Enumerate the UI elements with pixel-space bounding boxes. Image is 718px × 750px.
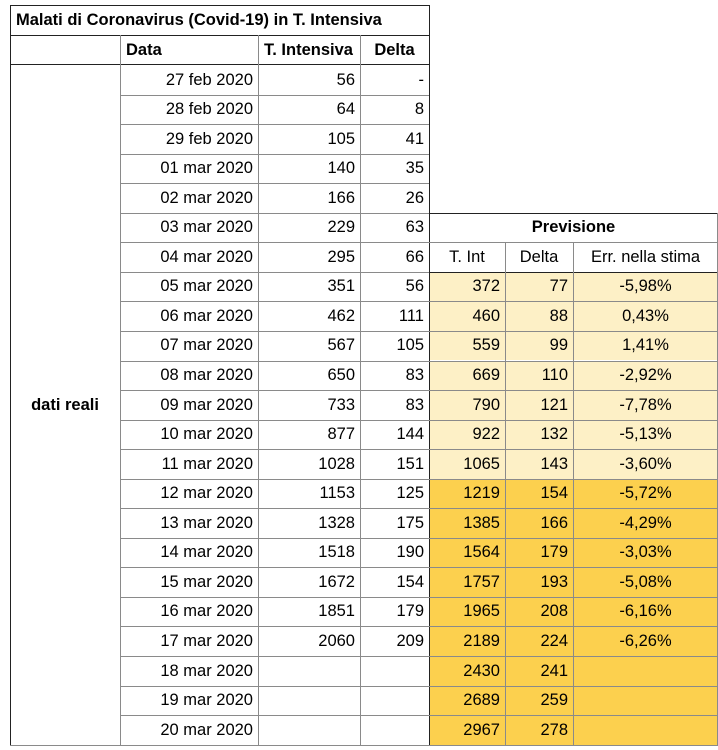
grid-line (573, 242, 574, 744)
delta-cell[interactable]: 154 (396, 572, 424, 591)
forecast-delta-cell[interactable]: 132 (540, 425, 568, 444)
grid-line (120, 35, 121, 745)
delta-cell[interactable]: 175 (396, 513, 424, 532)
date-cell[interactable]: 06 mar 2020 (160, 306, 253, 325)
t-intensiva-cell[interactable]: 295 (327, 247, 355, 266)
grid-line (120, 272, 429, 273)
date-cell[interactable]: 20 mar 2020 (160, 720, 253, 739)
t-intensiva-cell[interactable]: 567 (327, 336, 355, 355)
t-intensiva-cell[interactable]: 1328 (318, 513, 355, 532)
forecast-delta-cell[interactable]: 224 (540, 631, 568, 650)
forecast-t-int-cell[interactable]: 669 (472, 366, 500, 385)
forecast-delta-cell[interactable]: 166 (540, 513, 568, 532)
forecast-t-int-cell[interactable]: 1219 (463, 484, 500, 503)
date-cell[interactable]: 12 mar 2020 (160, 484, 253, 503)
forecast-err-cell[interactable]: -5,13% (619, 425, 672, 444)
date-cell[interactable]: 19 mar 2020 (160, 691, 253, 710)
forecast-err-cell[interactable] (573, 656, 718, 686)
forecast-delta-cell[interactable]: 99 (549, 336, 568, 355)
date-cell[interactable]: 03 mar 2020 (160, 218, 253, 237)
forecast-err-cell[interactable]: -3,03% (619, 543, 672, 562)
forecast-delta-cell[interactable]: 77 (549, 277, 568, 296)
forecast-err-cell[interactable]: -5,72% (619, 484, 672, 503)
date-cell[interactable]: 14 mar 2020 (160, 543, 253, 562)
forecast-delta-cell[interactable]: 259 (540, 691, 568, 710)
t-intensiva-cell[interactable]: 1672 (318, 572, 355, 591)
forecast-t-int-cell[interactable]: 1385 (463, 513, 500, 532)
grid-line (10, 5, 429, 6)
t-intensiva-cell[interactable]: 733 (327, 395, 355, 414)
delta-cell[interactable]: 66 (405, 247, 424, 266)
grid-line (10, 5, 11, 745)
date-cell[interactable]: 10 mar 2020 (160, 425, 253, 444)
date-cell[interactable]: 16 mar 2020 (160, 602, 253, 621)
delta-cell[interactable]: 56 (405, 277, 424, 296)
header-t-intensiva: T. Intensiva (264, 40, 353, 59)
grid-line (429, 213, 718, 214)
grid-line (120, 656, 429, 657)
date-cell[interactable]: 29 feb 2020 (165, 129, 253, 148)
t-intensiva-cell[interactable]: 1153 (319, 484, 355, 503)
forecast-err-cell[interactable]: -4,29% (619, 513, 672, 532)
t-intensiva-cell[interactable]: 351 (327, 277, 355, 296)
grid-line (120, 686, 429, 687)
t-intensiva-cell[interactable]: 1518 (318, 543, 355, 562)
grid-line (120, 124, 429, 125)
delta-cell[interactable]: 63 (405, 218, 424, 237)
t-intensiva-cell[interactable] (258, 715, 360, 745)
group-label-dati-reali: dati reali (31, 395, 99, 414)
t-intensiva-cell[interactable]: 462 (327, 306, 355, 325)
forecast-delta-cell[interactable]: 241 (540, 661, 568, 680)
forecast-t-int-cell[interactable]: 2689 (463, 691, 500, 710)
t-intensiva-cell[interactable]: 1851 (318, 602, 355, 621)
delta-cell[interactable]: 41 (405, 129, 424, 148)
t-intensiva-cell[interactable]: 877 (327, 425, 355, 444)
t-intensiva-cell[interactable]: 64 (336, 100, 355, 119)
forecast-header-delta: Delta (519, 247, 559, 266)
delta-cell[interactable]: 35 (405, 159, 424, 178)
delta-cell[interactable]: 144 (396, 425, 424, 444)
forecast-err-cell[interactable]: -6,16% (619, 602, 672, 621)
grid-line (120, 301, 429, 302)
delta-cell[interactable]: 209 (396, 631, 424, 650)
delta-cell[interactable]: 151 (396, 454, 424, 473)
forecast-delta-cell[interactable]: 179 (540, 543, 568, 562)
delta-cell[interactable]: 83 (405, 395, 424, 414)
grid-line (120, 449, 429, 450)
delta-cell[interactable]: 105 (396, 336, 424, 355)
delta-cell[interactable]: 8 (414, 100, 424, 119)
forecast-err-cell[interactable]: -6,26% (619, 631, 672, 650)
forecast-delta-cell[interactable]: 143 (540, 454, 568, 473)
grid-line (120, 183, 429, 184)
forecast-err-cell[interactable]: -3,60% (619, 454, 672, 473)
date-cell[interactable]: 04 mar 2020 (160, 247, 253, 266)
date-cell[interactable]: 08 mar 2020 (160, 366, 253, 385)
forecast-t-int-cell[interactable]: 2430 (463, 661, 500, 680)
grid-line (258, 35, 259, 745)
forecast-delta-cell[interactable]: 193 (540, 572, 568, 591)
t-intensiva-cell[interactable] (258, 656, 360, 686)
date-cell[interactable]: 18 mar 2020 (160, 661, 253, 680)
delta-cell[interactable] (360, 656, 429, 686)
date-cell[interactable]: 07 mar 2020 (160, 336, 253, 355)
forecast-t-int-cell[interactable]: 1065 (463, 454, 500, 473)
grid-line (120, 715, 429, 716)
t-intensiva-cell[interactable]: 1028 (318, 454, 355, 473)
forecast-t-int-cell[interactable]: 922 (472, 425, 500, 444)
forecast-header-err: Err. nella stima (590, 247, 701, 266)
forecast-delta-cell[interactable]: 110 (541, 366, 568, 385)
forecast-delta-cell[interactable]: 154 (540, 484, 568, 503)
grid-line (120, 626, 429, 627)
t-intensiva-cell[interactable]: 140 (327, 159, 355, 178)
date-cell[interactable]: 09 mar 2020 (160, 395, 253, 414)
forecast-err-cell[interactable]: -5,08% (619, 572, 672, 591)
forecast-t-int-cell[interactable]: 559 (472, 336, 500, 355)
grid-line (505, 242, 506, 744)
t-intensiva-cell[interactable]: 166 (327, 188, 355, 207)
t-intensiva-cell[interactable]: 229 (327, 218, 355, 237)
t-intensiva-cell[interactable]: 650 (327, 366, 355, 385)
forecast-err-cell[interactable] (573, 686, 718, 716)
grid-line (10, 745, 429, 746)
grid-line (120, 538, 429, 539)
date-cell[interactable]: 28 feb 2020 (165, 100, 253, 119)
grid-line (120, 95, 429, 96)
delta-cell[interactable]: 111 (398, 306, 424, 325)
grid-line (120, 390, 429, 391)
t-intensiva-cell[interactable] (258, 686, 360, 716)
delta-cell[interactable] (360, 715, 429, 745)
date-cell[interactable]: 27 feb 2020 (165, 70, 253, 89)
delta-cell[interactable]: 26 (405, 188, 424, 207)
grid-line (120, 508, 429, 509)
delta-cell[interactable] (360, 686, 429, 716)
t-intensiva-cell[interactable]: 56 (336, 70, 355, 89)
forecast-err-cell[interactable] (573, 715, 718, 745)
forecast-t-int-cell[interactable]: 2967 (463, 720, 500, 739)
grid-line (120, 331, 429, 332)
date-cell[interactable]: 13 mar 2020 (160, 513, 253, 532)
delta-cell[interactable]: 179 (396, 602, 424, 621)
date-cell[interactable]: 15 mar 2020 (160, 572, 253, 591)
date-cell[interactable]: 02 mar 2020 (160, 188, 253, 207)
forecast-t-int-cell[interactable]: 460 (472, 306, 500, 325)
delta-cell[interactable]: 125 (396, 484, 424, 503)
forecast-delta-cell[interactable]: 88 (549, 306, 568, 325)
grid-line (120, 154, 429, 155)
grid-line (120, 213, 429, 214)
grid-line (120, 567, 429, 568)
delta-cell[interactable]: - (418, 70, 424, 89)
date-cell[interactable]: 01 mar 2020 (160, 159, 253, 178)
date-cell[interactable]: 11 mar 2020 (161, 454, 253, 473)
forecast-err-cell[interactable]: 1,41% (622, 336, 669, 355)
forecast-title: Previsione (531, 218, 616, 237)
grid-line (429, 745, 718, 746)
grid-line (10, 35, 429, 36)
forecast-err-cell[interactable]: -5,98% (619, 277, 672, 296)
forecast-t-int-cell[interactable]: 1965 (463, 602, 500, 621)
forecast-t-int-cell[interactable]: 2189 (463, 631, 500, 650)
grid-line (360, 35, 361, 745)
grid-line (10, 64, 429, 65)
table-title: Malati di Coronavirus (Covid-19) in T. Intensiva (16, 10, 382, 29)
forecast-err-cell[interactable]: -2,92% (619, 366, 672, 385)
grid-line (429, 5, 430, 745)
grid-line (120, 242, 429, 243)
forecast-t-int-cell[interactable]: 1564 (463, 543, 500, 562)
grid-line (120, 361, 429, 362)
date-cell[interactable]: 05 mar 2020 (160, 277, 253, 296)
t-intensiva-cell[interactable]: 105 (327, 129, 355, 148)
forecast-t-int-cell[interactable]: 790 (472, 395, 500, 414)
grid-line (120, 420, 429, 421)
forecast-t-int-cell[interactable]: 372 (472, 277, 500, 296)
grid-line (120, 597, 429, 598)
forecast-delta-cell[interactable]: 278 (540, 720, 568, 739)
forecast-delta-cell[interactable]: 208 (540, 602, 568, 621)
delta-cell[interactable]: 190 (396, 543, 424, 562)
delta-cell[interactable]: 83 (405, 366, 424, 385)
header-delta: Delta (374, 40, 415, 59)
grid-line (120, 479, 429, 480)
forecast-err-cell[interactable]: 0,43% (622, 306, 669, 325)
forecast-t-int-cell[interactable]: 1757 (463, 572, 500, 591)
t-intensiva-cell[interactable]: 2060 (318, 631, 355, 650)
forecast-err-cell[interactable]: -7,78% (619, 395, 672, 414)
header-data: Data (126, 40, 162, 59)
date-cell[interactable]: 17 mar 2020 (160, 631, 253, 650)
forecast-header-t-int: T. Int (449, 247, 485, 266)
forecast-delta-cell[interactable]: 121 (540, 395, 568, 414)
